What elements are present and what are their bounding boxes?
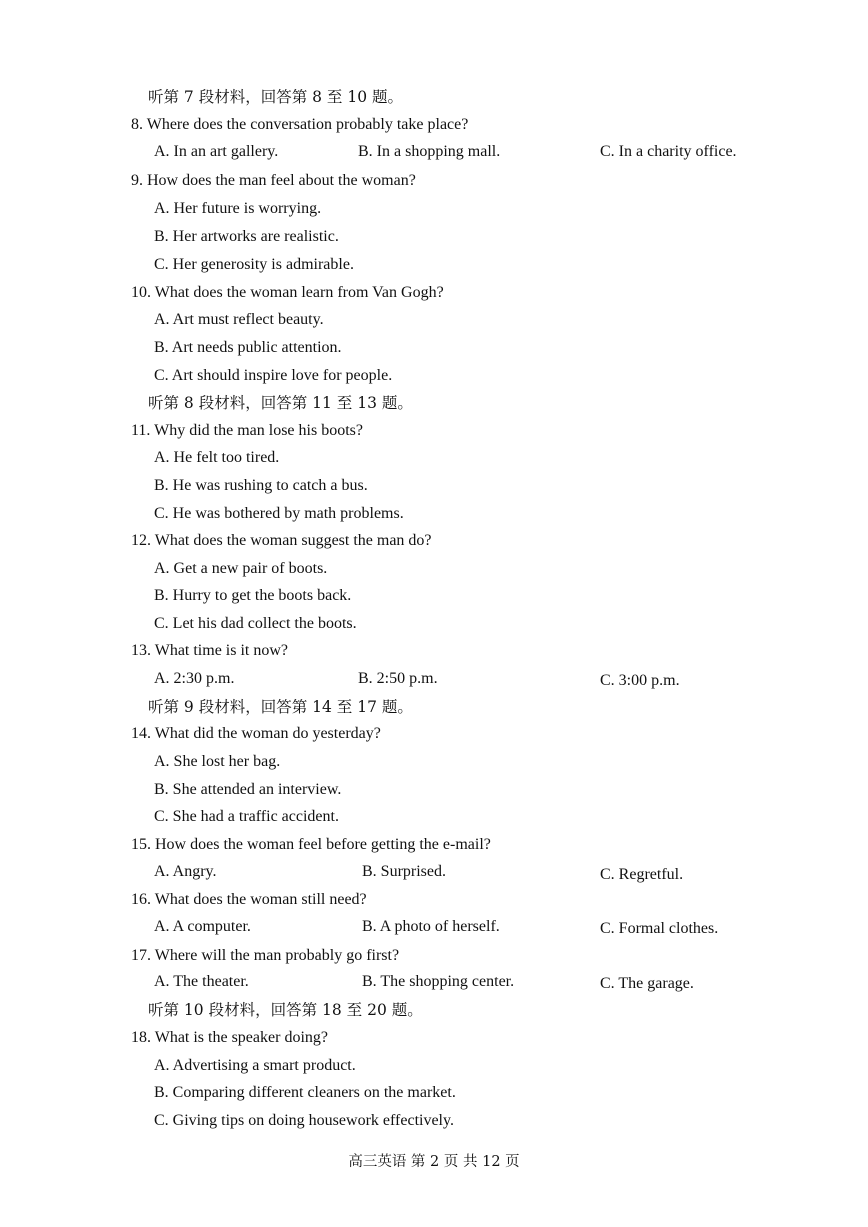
question-15: 15. How does the woman feel before getting the e-mail? xyxy=(131,836,491,853)
option-a: A. She lost her bag. xyxy=(154,753,281,770)
question-18: 18. What is the speaker doing? xyxy=(131,1029,328,1046)
option-b: B. He was rushing to catch a bus. xyxy=(154,477,368,494)
option-c: C. 3:00 p.m. xyxy=(600,672,680,689)
page-footer: 高三英语 第 2 页 共 12 页 xyxy=(348,1154,520,1170)
question-16-options xyxy=(0,918,868,938)
option-c: C. Let his dad collect the boots. xyxy=(154,615,357,632)
question-8: 8. Where does the conversation probably take place? xyxy=(131,116,469,133)
option-b: B. In a shopping mall. xyxy=(358,143,501,160)
section-heading-9: 听第 9 段材料，回答第 14 至 17 题。 xyxy=(148,698,413,716)
question-12: 12. What does the woman suggest the man do? xyxy=(131,532,432,549)
option-a: A. Her future is worrying. xyxy=(154,200,322,217)
question-15-options xyxy=(0,863,868,883)
option-a: A. Get a new pair of boots. xyxy=(154,560,328,577)
option-b: B. Comparing different cleaners on the market. xyxy=(154,1084,456,1101)
question-13: 13. What time is it now? xyxy=(131,642,289,659)
question-14: 14. What did the woman do yesterday? xyxy=(131,725,381,742)
option-c: C. Her generosity is admirable. xyxy=(154,256,354,273)
option-c: C. The garage. xyxy=(600,975,694,992)
section-heading-10: 听第 10 段材料，回答第 18 至 20 题。 xyxy=(148,1001,423,1019)
question-8-options xyxy=(0,143,868,163)
question-10: 10. What does the woman learn from Van Gogh? xyxy=(131,284,444,301)
option-c: C. Regretful. xyxy=(600,866,684,883)
section-heading-8: 听第 8 段材料，回答第 11 至 13 题。 xyxy=(148,394,413,412)
option-a: A. 2:30 p.m. xyxy=(154,670,235,687)
question-11: 11. Why did the man lose his boots? xyxy=(131,422,363,439)
question-9: 9. How does the man feel about the woman? xyxy=(131,172,416,189)
option-b: B. The shopping center. xyxy=(362,973,515,990)
option-c: C. In a charity office. xyxy=(600,143,737,160)
question-16: 16. What does the woman still need? xyxy=(131,891,367,908)
option-a: A. In an art gallery. xyxy=(154,143,279,160)
option-a: A. Advertising a smart product. xyxy=(154,1057,356,1074)
option-b: B. Surprised. xyxy=(362,863,446,880)
option-b: B. 2:50 p.m. xyxy=(358,670,438,687)
question-17: 17. Where will the man probably go first? xyxy=(131,947,400,964)
option-a: A. The theater. xyxy=(154,973,249,990)
option-c: C. She had a traffic accident. xyxy=(154,808,339,825)
question-17-options xyxy=(0,973,868,993)
option-c: C. Art should inspire love for people. xyxy=(154,367,393,384)
option-a: A. A computer. xyxy=(154,918,251,935)
section-heading-7: 听第 7 段材料，回答第 8 至 10 题。 xyxy=(148,88,404,106)
option-c: C. Giving tips on doing housework effectively. xyxy=(154,1112,454,1129)
option-b: B. Her artworks are realistic. xyxy=(154,228,339,245)
option-c: C. He was bothered by math problems. xyxy=(154,505,404,522)
option-a: A. Art must reflect beauty. xyxy=(154,311,324,328)
option-a: A. Angry. xyxy=(154,863,217,880)
option-b: B. She attended an interview. xyxy=(154,781,342,798)
option-b: B. Art needs public attention. xyxy=(154,339,342,356)
question-13-options xyxy=(0,670,868,690)
option-a: A. He felt too tired. xyxy=(154,449,280,466)
option-b: B. A photo of herself. xyxy=(362,918,500,935)
option-c: C. Formal clothes. xyxy=(600,920,719,937)
option-b: B. Hurry to get the boots back. xyxy=(154,587,352,604)
